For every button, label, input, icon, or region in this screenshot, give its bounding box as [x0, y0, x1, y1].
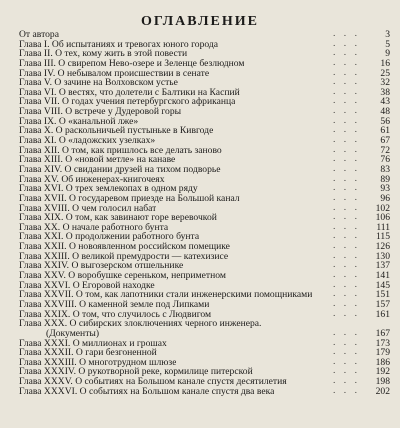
dot-leader: . . . [333, 307, 360, 319]
toc-entry-page: 111 [376, 221, 390, 233]
toc-entry-page: 61 [380, 125, 390, 137]
toc-entry-page: 43 [380, 96, 390, 108]
dot-leader: . . . [333, 201, 360, 213]
toc-entry-page: 130 [375, 250, 390, 262]
dot-leader: . . . [333, 172, 360, 184]
toc-entry-page: 5 [385, 38, 390, 50]
page-title: ОГЛАВЛЕНИЕ [141, 14, 259, 29]
toc-entry-title: Глава XXIX. О том, что случилось с Людвигом [19, 309, 212, 320]
toc-entry-title: Глава XX. О начале работного бунта [19, 222, 169, 233]
toc-entry-title: Глава XXV. О воробушке сереньком, неприметном [19, 271, 226, 281]
toc-entry-page: 89 [380, 173, 390, 185]
toc-entry-page: 179 [375, 347, 390, 359]
toc-entry-title: Глава XXXI. О миллионах и грошах [19, 338, 167, 349]
toc-entry-page: 32 [380, 77, 390, 89]
dot-leader: . . . [333, 288, 360, 300]
toc-entry-title: Глава XIV. О свидании друзей на тихом подворье [19, 164, 221, 175]
dot-leader: . . . [333, 37, 360, 49]
toc-entry-title: Глава XXXIII. О многотрудном шлюзе [19, 357, 177, 368]
dot-leader: . . . [333, 143, 360, 155]
toc-entry-title: Глава XXXIV. О рукотворной реке, кормилице питерской [19, 367, 253, 378]
toc-entry-title: От автора [19, 30, 59, 40]
toc-entry-page: 67 [380, 135, 390, 147]
dot-leader: . . . [333, 153, 360, 165]
dot-leader: . . . [333, 114, 360, 126]
toc-entry-page: 38 [380, 86, 390, 98]
toc-entry [0, 307, 400, 320]
toc-entry-page: 106 [375, 212, 390, 224]
toc-entry-title: Глава XXIV. О выгозерском отшельнике [19, 261, 184, 272]
toc-entry-page: 83 [380, 163, 390, 175]
toc-entry-page: 3 [385, 29, 390, 40]
toc-entry-page: 56 [380, 115, 390, 127]
dot-leader: . . . [333, 384, 360, 396]
toc-entry-title: Глава XVI. О трех землекопах в одном ряду [19, 184, 198, 194]
toc-entry-title: Глава V. О зачине на Волховском устье [19, 78, 178, 88]
dot-leader: . . . [333, 134, 360, 146]
toc-entry-page: 192 [375, 366, 390, 378]
toc-entry-title: Глава VI. О вестях, что долетели с Балтики на Каспий [19, 87, 240, 98]
dot-leader: . . . [333, 56, 360, 68]
toc-entry-title: Глава XXXVI. О событиях на Большом канале спустя два века [19, 386, 275, 397]
toc-entry-page: 141 [375, 270, 390, 282]
toc-entry-page: 173 [375, 337, 390, 349]
toc-entry-title: Глава XXXII. О гари безгоненной [19, 348, 157, 358]
toc-entry-title: Глава XXI. О продолжении работного бунта [19, 232, 200, 243]
toc-entry-page: 48 [380, 106, 390, 118]
dot-leader: . . . [333, 240, 360, 252]
toc-entry-title: Глава XXII. О новоявленном российском помещике [19, 242, 230, 252]
toc-entry-page: 126 [375, 241, 390, 253]
toc-entry-title: Глава XI. О «ладожских узелках» [19, 136, 156, 146]
toc-entry-page: 9 [385, 48, 390, 60]
toc-entry-page: 25 [380, 67, 390, 79]
dot-leader: . . . [333, 249, 360, 261]
dot-leader: . . . [333, 365, 360, 377]
toc-entry-title: Глава XXVIII. О каменной земле под Липками [19, 299, 210, 310]
toc-entry-page: 202 [375, 385, 390, 397]
toc-entry-title: Глава XXX. О сибирских злоключениях черного инженера. [19, 319, 262, 329]
dot-leader: . . . [333, 124, 360, 136]
dot-leader: . . . [333, 85, 360, 97]
dot-leader: . . . [333, 230, 360, 242]
toc-entry-title: Глава XII. О том, как пришлось все делать заново [19, 145, 222, 156]
toc-entry-page: 157 [375, 298, 390, 310]
dot-leader: . . . [333, 66, 360, 78]
toc-entry-title: Глава VIII. О встрече у Дудеровой горы [19, 107, 182, 117]
toc-entry-title: Глава III. О свирепом Нево-озере и Зеленце безлюдном [19, 58, 245, 69]
toc-entry-page: 102 [375, 202, 390, 214]
toc-entry-page: 115 [375, 231, 390, 243]
toc-entry-title: (Документы) [46, 328, 100, 339]
toc-entry-title: Глава IX. О «канальной лже» [19, 116, 139, 127]
dot-leader: . . . [333, 375, 360, 387]
toc-entry-title: Глава XV. Об инженерах-книгочеях [19, 174, 165, 185]
toc-entry-title: Глава XIX. О том, как завинают горе веревочкой [19, 213, 217, 223]
dot-leader: . . . [333, 28, 360, 39]
toc-entry-title: Глава XVII. О государевом приезде на Большой канал [19, 193, 240, 204]
dot-leader: . . . [333, 278, 360, 290]
dot-leader: . . . [333, 326, 360, 338]
toc-entry [0, 384, 400, 397]
dot-leader: . . . [333, 95, 360, 107]
toc-entry-title: Глава X. О раскольничьей пустыньке в Кивгоде [19, 126, 214, 137]
dot-leader: . . . [333, 191, 360, 203]
dot-leader: . . . [333, 355, 360, 367]
toc-entry-title: Глава XVIII. О чем голосил набат [19, 203, 157, 214]
dot-leader: . . . [333, 76, 360, 88]
toc-list [0, 30, 400, 396]
toc-entry-title: Глава XXIII. О великой премудрости — катехизисе [19, 251, 229, 262]
dot-leader: . . . [333, 297, 360, 309]
dot-leader: . . . [333, 182, 360, 194]
dot-leader: . . . [333, 162, 360, 174]
toc-entry-title: Глава IV. О небывалом происшествии в сенате [19, 68, 210, 79]
toc-entry-title: Глава II. О тех, кому жить в этой повести [19, 49, 188, 59]
toc-entry-page: 72 [380, 144, 390, 156]
dot-leader: . . . [333, 259, 360, 271]
toc-entry-title: Глава XXVII. О том, как лапотники стали инженерскими помощниками [19, 290, 313, 300]
toc-entry-page: 96 [380, 192, 390, 204]
toc-entry-page: 151 [375, 289, 390, 301]
dot-leader: . . . [333, 220, 360, 232]
toc-entry-page: 76 [380, 154, 390, 166]
dot-leader: . . . [333, 47, 360, 59]
dot-leader: . . . [333, 346, 360, 358]
toc-entry-title: Глава I. Об испытаниях и тревогах юного города [19, 39, 219, 50]
dot-leader: . . . [333, 269, 360, 281]
toc-entry-page: 186 [375, 356, 390, 368]
toc-entry-title: Глава XXXV. О событиях на Большом канале спустя десятилетия [19, 377, 287, 387]
toc-entry-page: 167 [375, 327, 390, 339]
toc-entry-page: 198 [375, 376, 390, 388]
toc-entry-page: 161 [375, 308, 390, 320]
toc-entry-title: Глава XXVI. О Егоровой находке [19, 280, 155, 291]
toc-entry-title: Глава VII. О годах учения петербургского африканца [19, 97, 236, 108]
dot-leader: . . . [333, 211, 360, 223]
toc-entry-page: 16 [380, 57, 390, 69]
toc-entry-page: 93 [380, 183, 390, 195]
toc-entry-page: 145 [375, 279, 390, 291]
toc-entry-page: 137 [375, 260, 390, 272]
toc-entry-title: Глава XIII. О «новой метле» на канаве [19, 155, 176, 165]
dot-leader: . . . [333, 336, 360, 348]
dot-leader: . . . [333, 105, 360, 117]
